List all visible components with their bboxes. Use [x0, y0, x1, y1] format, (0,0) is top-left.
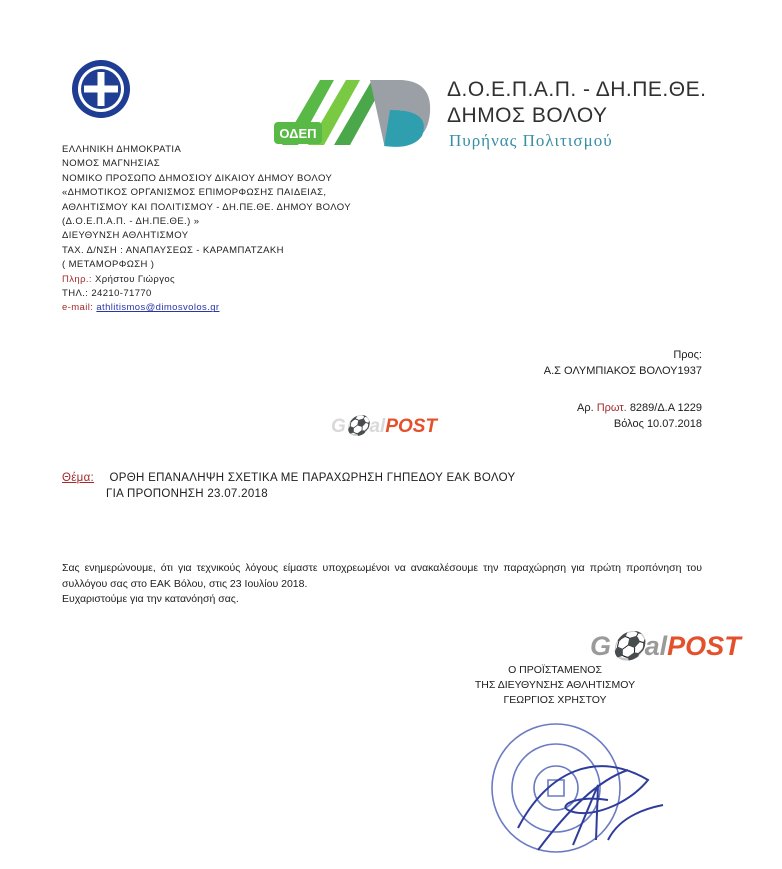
contact-row [62, 273, 442, 287]
protocol-number: 8289/Δ.Α 1229 [629, 402, 702, 414]
body-thanks: Ευχαριστούμε για την κατανόησή σας. [62, 593, 239, 605]
phone-label: ΤΗΛ.: [62, 288, 89, 300]
organization-name-line2: ΔΗΜΟΣ ΒΟΛΟΥ [447, 104, 608, 127]
contact-label: Πληρ.: [62, 273, 92, 285]
sender-line: ΔΙΕΥΘΥΝΣΗ ΑΘΛΗΤΙΣΜΟΥ [62, 230, 189, 242]
protocol-row [577, 400, 702, 416]
recipient-name: Α.Σ ΟΛΥΜΠΙΑΚΟΣ ΒΟΛΟΥ1937 [543, 365, 702, 377]
recipient-label: Προς: [673, 349, 702, 361]
signature-department: ΤΗΣ ΔΙΕΥΘΥΝΣΗΣ ΑΘΛΗΤΙΣΜΟΥ [474, 679, 636, 691]
greek-emblem-icon [70, 58, 132, 120]
contact-name: Χρήστου Γιώργος [95, 273, 176, 285]
sender-line: ΤΑΧ. Δ/ΝΣΗ : ΑΝΑΠΑΥΣΕΩΣ - ΚΑΡΑΜΠΑΤΖΑΚΗ [62, 244, 284, 256]
ball-icon: ⚽ [345, 416, 370, 437]
phone-number: 24210-71770 [91, 288, 152, 300]
subject-line1: ΟΡΘΗ ΕΠΑΝΑΛΗΨΗ ΣΧΕΤΙΚΑ ΜΕ ΠΑΡΑΧΩΡΗΣΗ ΓΗΠΕΔΟΥ ΕΑΚ ΒΟΛΟΥ [109, 472, 516, 484]
organization-logo-icon [272, 70, 442, 152]
email-link[interactable]: athlitismos@dimosvolos.gr [96, 302, 220, 314]
signature-title: Ο ΠΡΟΪΣΤΑΜΕΝΟΣ [508, 664, 602, 676]
sender-line: ( ΜΕΤΑΜΟΡΦΩΣΗ ) [62, 259, 155, 271]
organization-name-line3: Πυρήνας Πολιτισμού [449, 131, 613, 150]
reference-block [577, 400, 702, 432]
sender-line: ΑΘΛΗΤΙΣΜΟΥ ΚΑΙ ΠΟΛΙΤΙΣΜΟΥ - ΔΗ.ΠΕ.ΘΕ. ΔΗΜΟΥ ΒΟΛΟΥ [62, 201, 351, 213]
subject-block [62, 470, 515, 502]
phone-row [62, 287, 442, 301]
signature-block [400, 663, 710, 708]
subject-label: Θέμα: [62, 472, 95, 484]
sender-line: «ΔΗΜΟΤΙΚΟΣ ΟΡΓΑΝΙΣΜΟΣ ΕΠΙΜΟΡΦΩΣΗΣ ΠΑΙΔΕΙΑΣ, [62, 187, 327, 199]
signature-name: ΓΕΩΡΓΙΟΣ ΧΡΗΣΤΟΥ [503, 694, 607, 706]
sender-line: ΝΟΜΙΚΟ ΠΡΟΣΩΠΟ ΔΗΜΟΣΙΟΥ ΔΙΚΑΙΟΥ ΔΗΜΟΥ ΒΟΛΟΥ [62, 172, 333, 184]
sender-line: ΕΛΛΗΝΙΚΗ ΔΗΜΟΚΡΑΤΙΑ [62, 144, 182, 155]
official-stamp-icon [478, 710, 678, 860]
sender-line: (Δ.Ο.Ε.Π.Α.Π. - ΔΗ.ΠΕ.ΘΕ.) » [62, 216, 200, 228]
protocol-label: Πρωτ. [596, 402, 627, 414]
organization-name-line1: Δ.Ο.Ε.Π.Α.Π. - ΔΗ.ΠΕ.ΘΕ. [447, 78, 707, 101]
ball-icon: ⚽ [611, 631, 645, 661]
sender-block [62, 143, 442, 316]
protocol-prefix: Αρ. [576, 402, 594, 414]
svg-text:ΟΔΕΠ: ΟΔΕΠ [279, 126, 317, 141]
sender-line: ΝΟΜΟΣ ΜΑΓΝΗΣΙΑΣ [62, 158, 160, 170]
goalpost-watermark: G⚽alPOST [331, 416, 438, 437]
goalpost-watermark: G⚽alPOST [590, 631, 741, 661]
email-row [62, 301, 442, 315]
recipient-block [544, 347, 702, 379]
email-label: e-mail: [62, 302, 94, 314]
place-date: Βόλος 10.07.2018 [613, 418, 702, 430]
subject-line2: ΓΙΑ ΠΡΟΠΟΝΗΣΗ 23.07.2018 [106, 488, 268, 500]
body-paragraph: Σας ενημερώνουμε, ότι για τεχνικούς λόγους είμαστε υποχρεωμένοι να ανακαλέσουμε την παραχώρηση για πρώτη προπόνηση του συλλόγου σας στο ΕΑΚ Βόλου, στις 23 Ιουλίου 2018. [62, 562, 702, 590]
letter-body [62, 561, 702, 608]
